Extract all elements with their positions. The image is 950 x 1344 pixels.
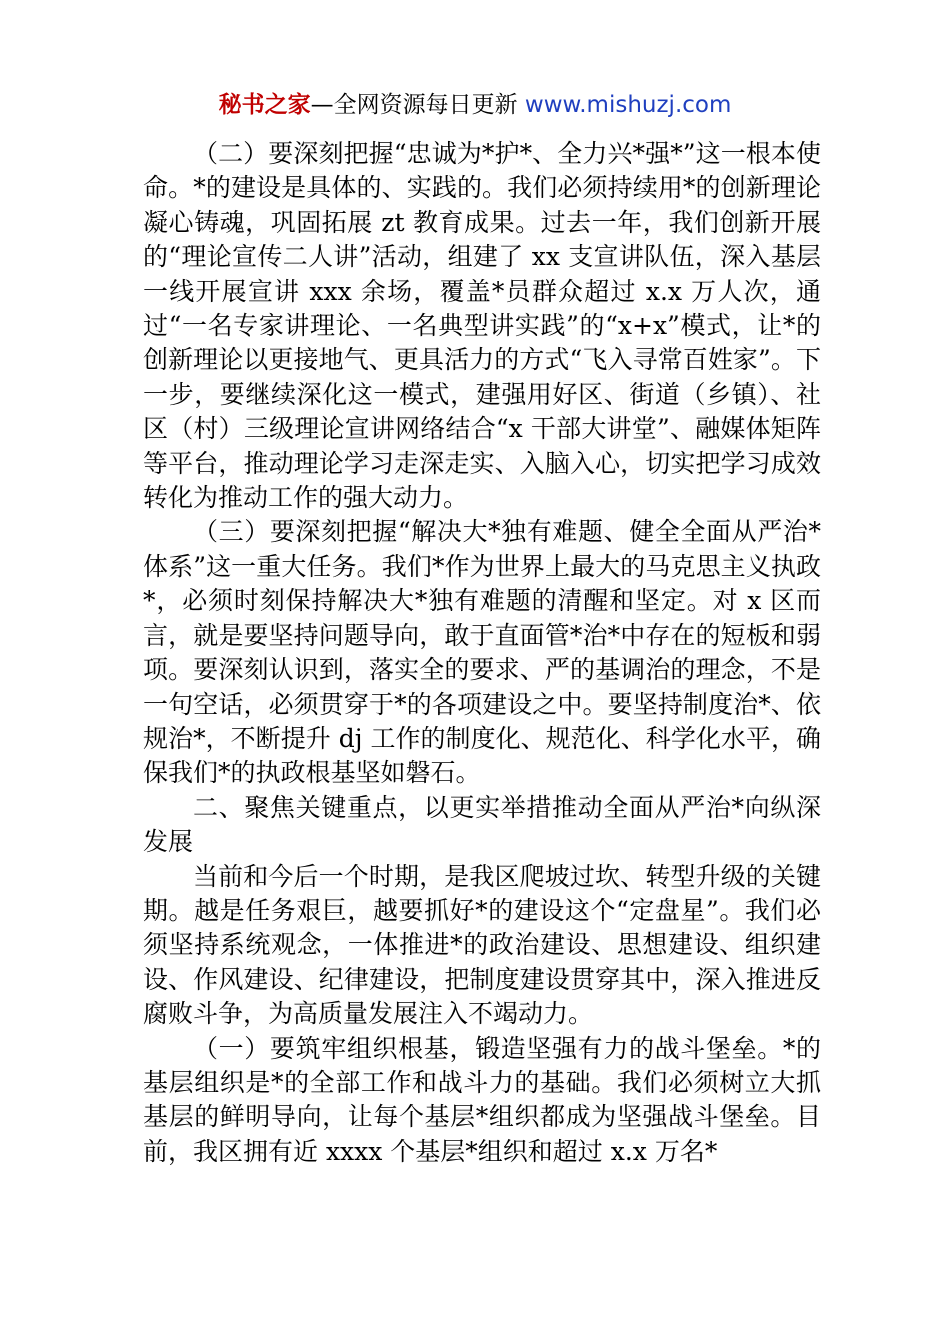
section-heading: 二、聚焦关键重点，以更实举措推动全面从严治*向纵深发展 (143, 792, 821, 857)
paragraph: （一）要筑牢组织根基，锻造坚强有力的战斗堡垒。*的基层组织是*的全部工作和战斗力的基础。我们必须树立大抓基层的鲜明导向，让每个基层*组织都成为坚强战斗堡垒。目前，我区拥有近 xxxx 个基层*组织和超过 x.x 万名* (143, 1033, 821, 1166)
document-body (143, 137, 821, 1169)
site-link[interactable]: www.mishuzj.com (524, 92, 732, 118)
header-slogan: —全网资源每日更新 (310, 92, 525, 118)
paragraph: 当前和今后一个时期，是我区爬坡过坎、转型升级的关键期。越是任务艰巨，越要抓好*的建设这个“定盘星”。我们必须坚持系统观念，一体推进*的政治建设、思想建设、组织建设、作风建设、纪律建设，把制度建设贯穿其中，深入推进反腐败斗争，为高质量发展注入不竭动力。 (143, 861, 821, 1029)
page-header (0, 88, 950, 122)
brand-name: 秘书之家 (218, 92, 311, 118)
paragraph: （三）要深刻把握“解决大*独有难题、健全全面从严治*体系”这一重大任务。我们*作为世界上最大的马克思主义执政*，必须时刻保持解决大*独有难题的清醒和坚定。对 x 区而言，就是要坚持问题导向，敢于直面管*治*中存在的短板和弱项。要深刻认识到，落实全的要求、严的基调治的理念，不是一句空话，必须贯穿于*的各项建设之中。要坚持制度治*、依规治*，不断提升 dj 工作的制度化、规范化、科学化水平，确保我们*的执政根基坚如磐石。 (143, 517, 821, 788)
paragraph: （二）要深刻把握“忠诚为*护*、全力兴*强*”这一根本使命。*的建设是具体的、实践的。我们必须持续用*的创新理论凝心铸魂，巩固拓展 zt 教育成果。过去一年，我们创新开展的“理论宣传二人讲”活动，组建了 xx 支宣讲队伍，深入基层一线开展宣讲 xxx 余场，覆盖*员群众超过 x.x 万人次，通过“一名专家讲理论、一名典型讲实践”的“x+x”模式，让*的创新理论以更接地气、更具活力的方式“飞入寻常百姓家”。下一步，要继续深化这一模式，建强用好区、街道（乡镇）、社区（村）三级理论宣讲网络结合“x 干部大讲堂”、融媒体矩阵等平台，推动理论学习走深走实、入脑入心，切实把学习成效转化为推动工作的强大动力。 (143, 139, 821, 513)
